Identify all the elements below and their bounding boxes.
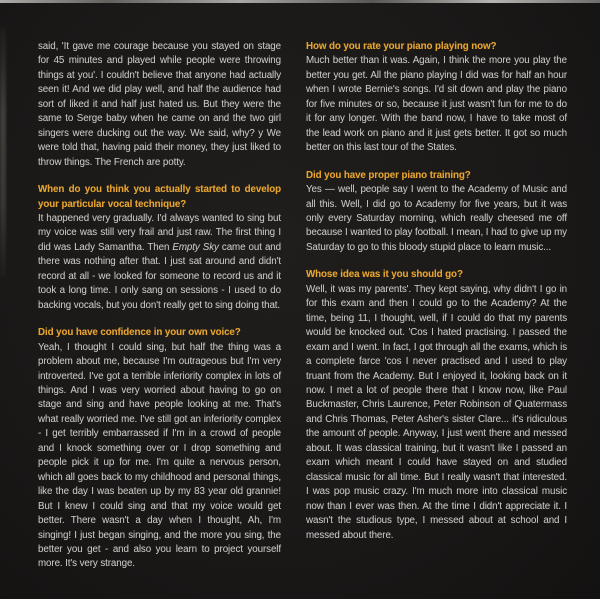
interview-answer <box>38 212 281 313</box>
interview-left-column <box>38 40 281 572</box>
album-title-italic: Empty Sky <box>172 241 219 253</box>
scan-edge-left <box>0 28 6 278</box>
interview-answer: Yeah, I thought I could sing, but half the thing was a problem about me, because I'm outrageous but I'm very introverted. I've got a terrible inferiority complex in lots of things. And I was very worried about having to go on stage and sing and have people looking at me. That's what really worried me. I've still got an inferiority complex - I get terribly embarrassed if I'm in a crowd of people and I knock something over or I drop something and people pick it up for me. I'm quite a nervous person, which all goes back to my childhood and personal things, like the day I was beaten up by my 83 year old grannie! But I knew I could sing and that my voice would get better. There wasn't a day when I thought, Ah, I'm singing! I just began singing, and the more you sing, the better you get - and also you learn to project yourself more. It's very strange. <box>38 341 281 570</box>
interview-question: How do you rate your piano playing now? <box>306 41 497 52</box>
interview-answer: Much better than it was. Again, I think the more you play the better you get. All the piano playing I did was for half an hour when I wrote Bernie's songs. I'd sit down and play the piano for five minutes or so, because it just wasn't fun for me to do it for any longer. With the band now, I have to take most of the lead work on piano and it just gets better. It got so much better on this last tour of the States. <box>306 55 567 154</box>
interview-question: Whose idea was it you should go? <box>306 269 463 281</box>
answer-text: came out and there was nothing after that. I just sat around and didn't record at all - we looked for someone to record us and it took a long time. I only sang on sessions - I used to do backing vocals, but you don't really get to sing doing that. <box>38 241 281 311</box>
interview-answer: Yes — well, people say I went to the Academy of Music and all this. Well, I did go to Academy for five years, but it was only every Saturday morning, which really cheesed me off because I wanted to play football. I mean, I had to give up my Saturday to go to this bloody stupid place to learn music... <box>306 184 567 253</box>
answer-text: It happened very gradually. I'd always wanted to sing but my voice was still very frail and just raw. The first thing I did was Lady Samantha. Then <box>38 212 281 253</box>
interview-question: Did you have proper piano training? <box>306 169 471 181</box>
interview-answer: said, 'It gave me courage because you stayed on stage for 45 minutes and played while people were throwing things at you'. I couldn't believe that anyone had actually seen it! And we did play well, and half the audience had sort of liked it and half just hated us. But they were the same to Serge baby when he came on and the two girl singers were ducking out the way. We said, why? y We were told that, having paid their money, they just liked to throw things. The French are potty. <box>38 41 281 168</box>
scan-edge-top <box>0 0 600 3</box>
interview-question: When do you think you actually started to develop your particular vocal technique? <box>38 184 281 210</box>
interview-answer: Well, it was my parents'. They kept saying, why didn't I go in for this exam and then I could go to the Academy? At the time, being 11, I thought, well, if I could do that my parents would be knocked out. 'Cos I hated practising. I passed the exam and I went. In fact, I got through all the exams, which is a complete farce 'cos I never practised and I used to play truant from the Academy. But I enjoyed it, looking back on it now. I met a lot of people there that I know now, like Paul Buckmaster, Chris Laurence, Peter Robinson of Quatermass and Chris Thomas, Peter Asher's sister Clare... it's ridiculous the amount of people. Anyway, I just went there and messed about. It was classical training, but it wasn't like I passed an exam which meant I could have stayed on and studied classical music for all time. But I really wasn't that interested. I was pop music crazy. I'm much more into classical music now than I ever was then. At the time I didn't appreciate it. I wasn't the studious type, I messed about at school and I messed about there. <box>306 283 567 541</box>
interview-question: Did you have confidence in your own voice? <box>38 327 241 339</box>
interview-right-column <box>306 40 567 543</box>
